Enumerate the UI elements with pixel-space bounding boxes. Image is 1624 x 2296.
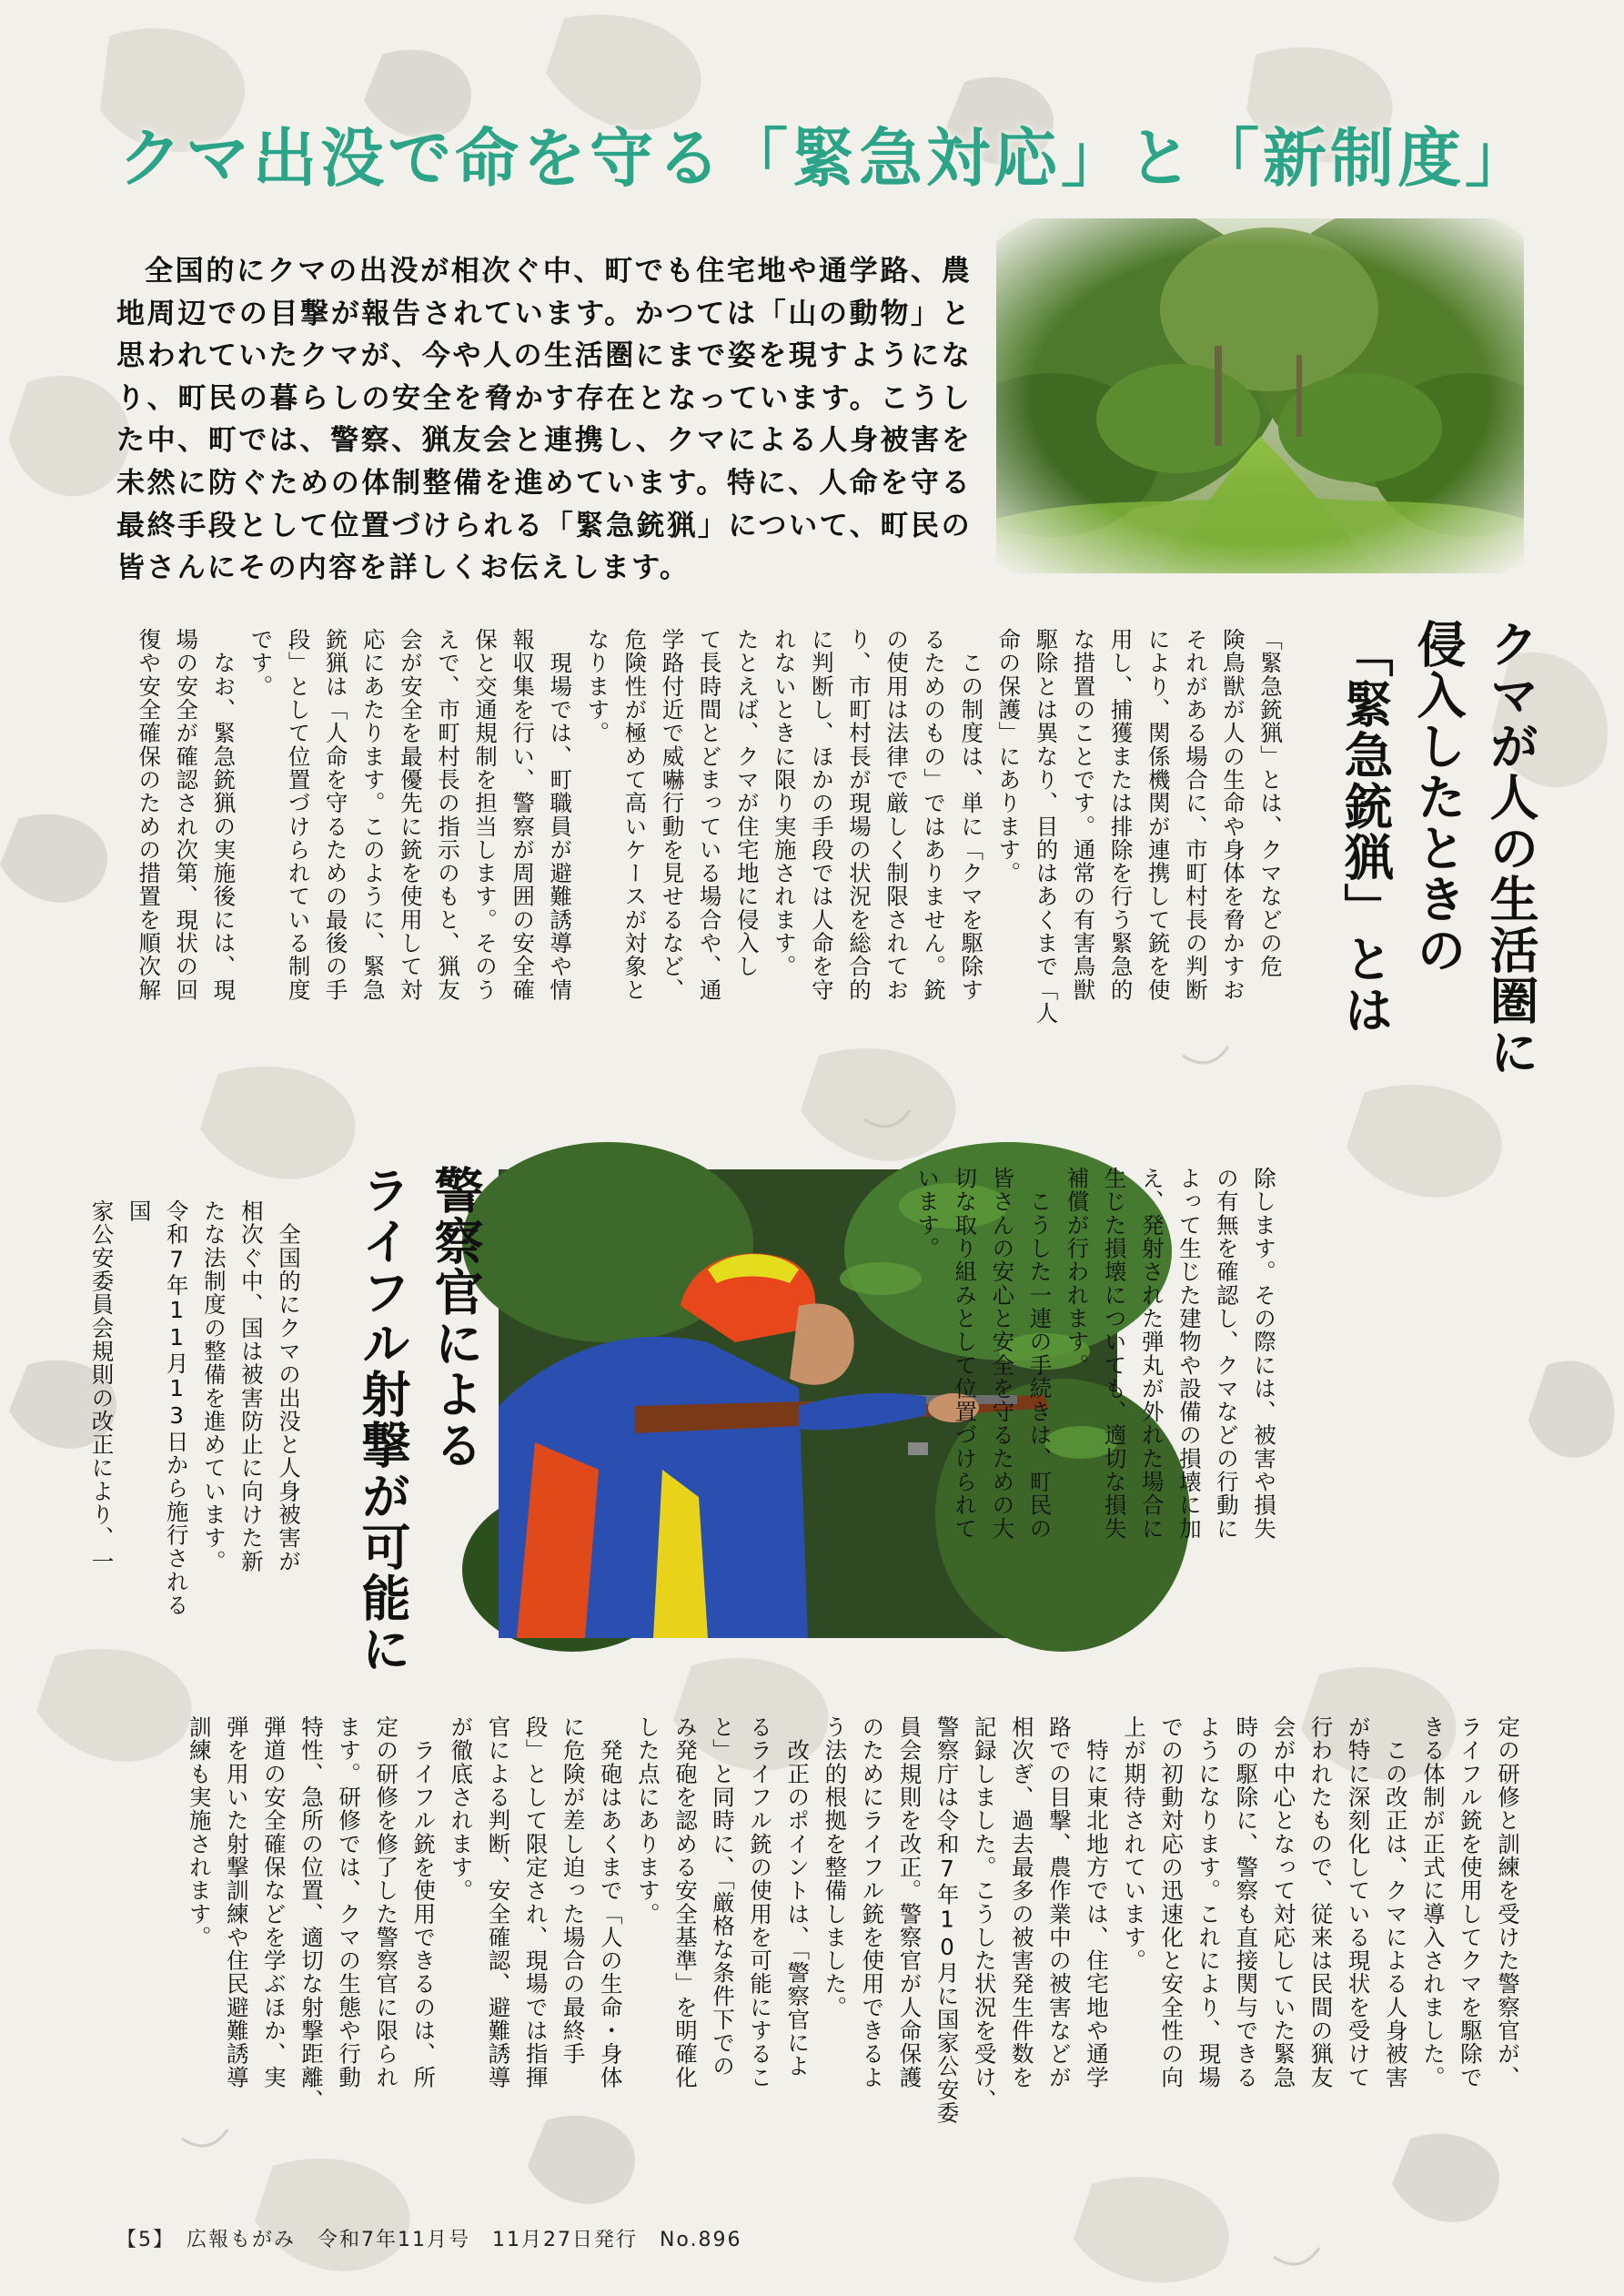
forest-path-photo xyxy=(996,218,1524,573)
lead-paragraph: 全国的にクマの出没が相次ぐ中、町でも住宅地や通学路、農地周辺での目撃が報告されています。かつては「山の動物」と思われていたクマが、今や人の生活圏にまで姿を現すようになり、町民の暮らしの安全を脅かす存在となっています。こうした中、町では、警察、猟友会と連携し、クマによる人身被害を未然に防ぐための体制整備を進めています。特に、人命を守る最終手段として位置づけられる「緊急銃猟」について、町民の皆さんにその内容を詳しくお伝えします。 xyxy=(116,255,972,585)
section2-body-text: 定の研修と訓練を受けた警察官が、 ライフル銃を使用してクマを駆除で きる体制が正式に導入されました。 この改正は、クマによる人身被害 が特に深刻化している現状を受けて 行われたもので、従来は民間の猟友 会が中心となって対応していた緊急 時の駆除に、警察も直接関与できる ようになります。これにより、現場 での初動対応の迅速化と安全性の向 上が期待されています。 特に東北地方では、住宅地や通学 路での目撃、農作業中の被害などが 相次ぎ、過去最多の被害発生件数を 記録しました。こうした状況を受け、 警察庁は令和7年10月に国家公安委 員会規則を改正。警察官が人命保護 のためにライフル銃を使用できるよ う法的根拠を整備しました。 改正のポイントは、「警察官によ るライフル銃の使用を可能にするこ と」と同時に、「厳格な条件下での み発砲を認める安全基準」を明確化 した点にあります。 発砲はあくまで「人の生命・身体 に危険が差し迫った場合の最終手 段」として限定され、現場では指揮 官による判断、安全確認、避難誘導 が徹底されます。 ライフル銃を使用できるのは、所 定の研修を修了した警察官に限られ ます。研修では、クマの生態や行動 特性、急所の位置、適切な射撃距離、 弾道の安全確保などを学ぶほか、実 弾を用いた射撃訓練や住民避難誘導 訓練も実施されます。 xyxy=(186,1715,1521,2125)
section2-heading-line1: 警察官による xyxy=(427,1165,484,1471)
page-title: クマ出没で命を守る「緊急対応」と「新制度」 xyxy=(118,121,1532,196)
section2-heading-line2: ライフル射撃が可能に xyxy=(354,1165,411,1674)
page-footer: 【5】 広報もがみ 令和7年11月号 11月27日発行 No.896 xyxy=(116,2229,742,2251)
section1-body-text: 「緊急銃猟」とは、クマなどの危 険鳥獣が人の生命や身体を脅かすお それがある場合に、市町村長の判断 により、関係機関が連携して銃を使 用し、捕獲または排除を行う緊急的 な措置のことです。通常の有害鳥獣 駆除とは異なり、目的はあくまで「人 命の保護」にあります。 この制度は、単に「クマを駆除す るためのもの」ではありません。銃 の使用は法律で厳しく制限されてお り、市町村長が現場の状況を総合的 に判断し、ほかの手段では人命を守 れないときに限り実施されます。 たとえば、クマが住宅地に侵入し て長時間とどまっている場合や、通 学路付近で威嚇行動を見せるなど、 危険性が極めて高いケースが対象と なります。 現場では、町職員が避難誘導や情 報収集を行い、警察が周囲の安全確 保と交通規制を担当します。そのう えで、市町村長の指示のもと、猟友 会が安全を最優先に銃を使用して対 応にあたります。このように、緊急 銃猟は「人命を守るための最後の手 段」として位置づけられている制度 です。 なお、緊急銃猟の実施後には、現 場の安全が確認され次第、現状の回 復や安全確保のための措置を順次解 xyxy=(136,628,1284,1026)
section1-heading-line1: クマが人の生活圏に xyxy=(1482,619,1539,1077)
section1-heading-line3: 「緊急銃猟」とは xyxy=(1337,628,1394,1036)
section1-heading-line2: 侵入したときの xyxy=(1409,619,1467,976)
section1-body-continued: 除します。その際には、被害や損失 の有無を確認し、クマなどの行動に よって生じた建物や設備の損壊に加 え、発射された弾丸が外れた場合に 生じた損壊についても、適切な損失 補償が行われます。 こうした一連の手続きは、町民の 皆さんの安心と安全を守るための大 切な取り組みとして位置づけられて います。 xyxy=(914,1167,1277,1541)
section2-intro-text: 全国的にクマの出没と人身被害が 相次ぐ中、国は被害防止に向けた新 たな法制度の整備を進めています。 令和7年11月13日から施行される国 家公安委員会規則の改正により、一 xyxy=(88,1199,302,1617)
